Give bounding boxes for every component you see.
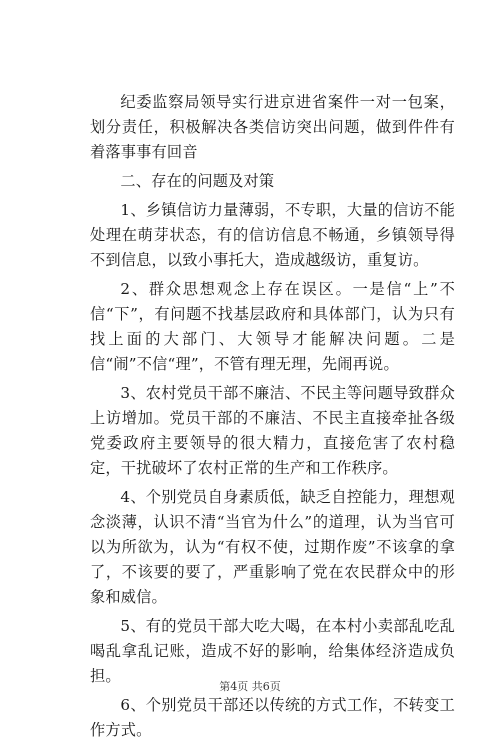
paragraph-item-2: 2、群众思想观念上存在误区。一是信“上”不信“下”，有问题不找基层政府和具体部门，认为只有找上面的大部门、大领导才能解决问题。二是信“闹”不信“理”，不管有理无理，先闹再说。 <box>90 280 455 373</box>
document-body <box>90 90 455 747</box>
paragraph-item-5: 5、有的党员干部大吃大喝，在本村小卖部乱吃乱喝乱拿乱记账，造成不好的影响，给集体经济造成负担。 <box>90 617 455 685</box>
paragraph-item-4: 4、个别党员自身素质低，缺乏自控能力，理想观念淡薄，认识不清“当官为什么”的道理，认为当官可以为所欲为，认为“有权不使，过期作废”不该拿的拿了，不该要的要了，严重影响了党在农民群众中的形象和威信。 <box>90 488 455 606</box>
paragraph-item-3: 3、农村党员干部不廉洁、不民主等问题导致群众上访增加。党员干部的不廉洁、不民主直接牵扯各级党委政府主要领导的很大精力，直接危害了农村稳定，干扰破坏了农村正常的生产和工作秩序。 <box>90 384 455 477</box>
page-footer: 第4页 共6页 <box>219 680 281 693</box>
paragraph-intro: 纪委监察局领导实行进京进省案件一对一包案，划分责任，积极解决各类信访突出问题，做到件件有着落事事有回音 <box>90 93 455 161</box>
paragraph-item-1: 1、乡镇信访力量薄弱，不专职，大量的信访不能处理在萌芽状态，有的信访信息不畅通，乡镇领导得不到信息，以致小事托大，造成越级访，重复访。 <box>90 201 455 269</box>
paragraph-item-6: 6、个别党员干部还以传统的方式工作，不转变工作方式。 <box>90 696 455 739</box>
section-heading: 二、存在的问题及对策 <box>120 172 275 190</box>
